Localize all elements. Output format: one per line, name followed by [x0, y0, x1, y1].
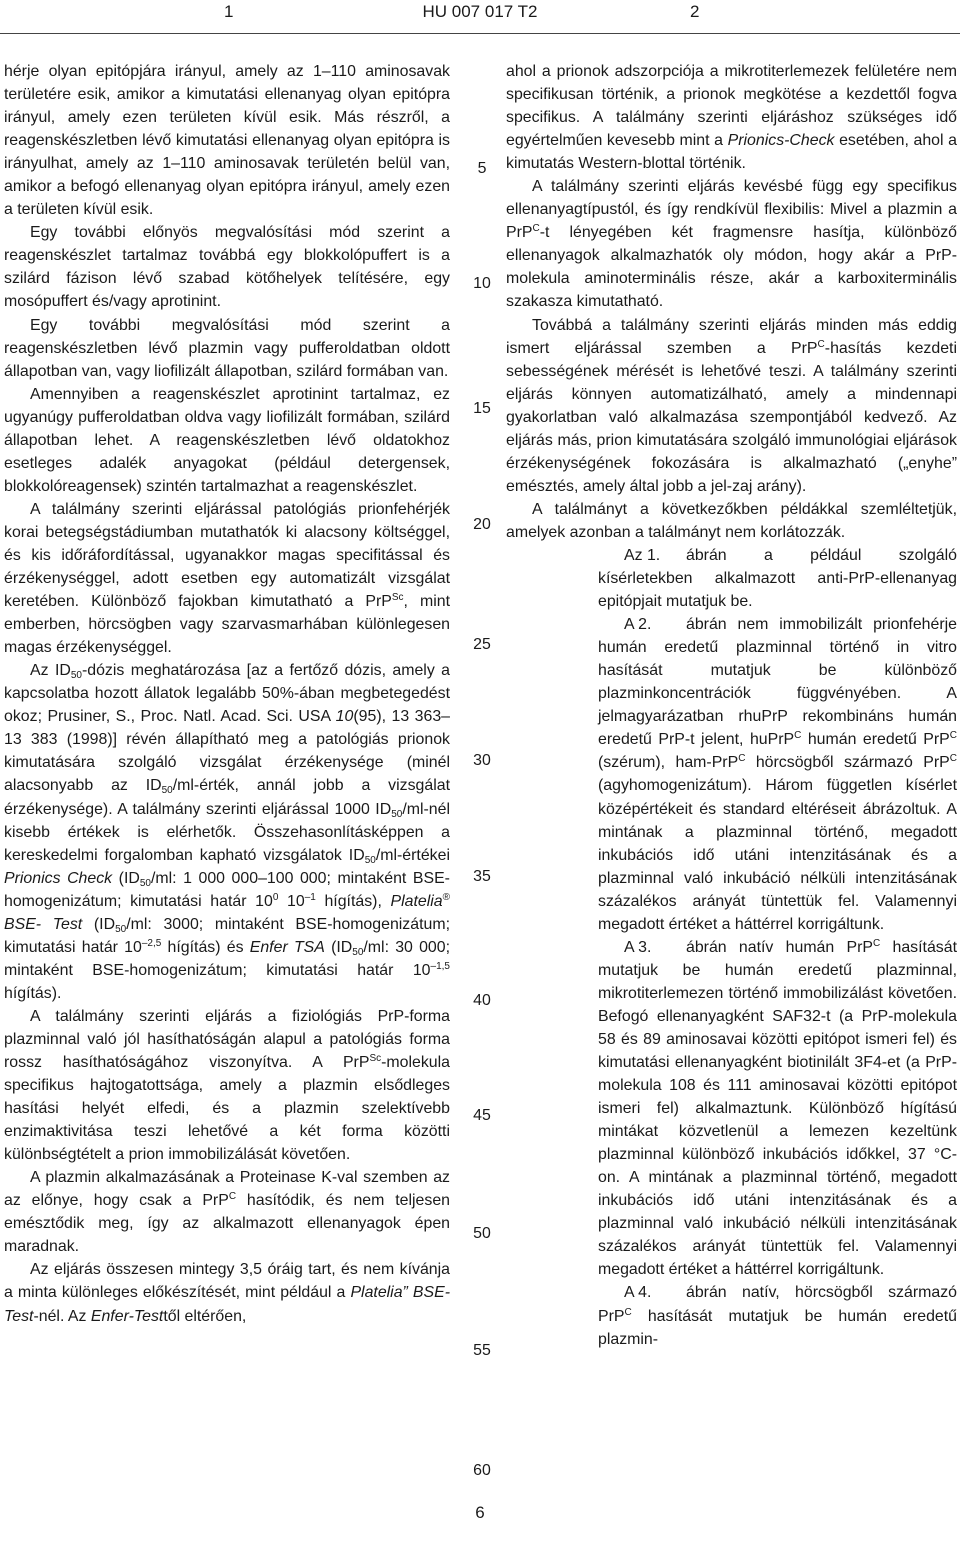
paragraph: A találmány szerinti eljárással patológiás prionfehérjék korai betegségstádiumban mutathatók ki alacsony költséggel, és kis időráfordítással, ugyanakkor magas specifitással és érzékenységgel, adott esetben egy automatizált vizsgálat keretében. Különböző fajokban kimutatható a PrP$^{Sc}$, mint emberben, hörcsögben vagy szarvasmarhában különlegesen magas érzékenységgel. — [4, 500, 450, 657]
figure-description: A 3. ábrán natív humán PrP$^C$ hasítását mutatjuk be humán eredetű plazminnal, mikrotiterlemezen történő immobilizálást követően. Befogó ellenanyagként SAF32-t (a PrP-molekula 58 és 89 aminosavai közötti epitópot ismeri fel) és kimutatási ellenanyagként biotinilált 3F4-et (a PrP-molekula 108 és 111 aminosavai közötti epitópot ismeri fel) alkalmaztunk. Különböző hígítású mintákat közvetlenül a lemezen kezeltünk plazminnal különböző inkubációs időkkel, 37 °C-on. A mintának a plazminnal történő, megadott inkubációs idő utáni intenzitásának és a plazminnal való inkubáció nélküli intenzitásának százalékos arányát tüntettük fel. Valamennyi megadott értéket a háttérrel korrigáltunk. — [598, 937, 957, 1279]
line-number: 35 — [473, 868, 491, 885]
line-number: 40 — [473, 992, 491, 1009]
paragraph: ahol a prionok adszorpciója a mikrotiterlemezek felületére nem specifikusan történik, a prionok megkötése a kezdettől fogva specifikus. A találmány szerinti eljáráshoz szükséges idő egyértelműen kevesebb mint a Prionics-Check esetében, ahol a kimutatás Western-blottal történik. — [506, 63, 958, 173]
left-column — [4, 60, 450, 1328]
header-rule — [0, 33, 960, 34]
line-number: 25 — [473, 636, 491, 653]
paragraph: Amennyiben a reagenskészlet aprotinint tartalmaz, ez ugyanúgy pufferoldatban oldva vagy liofilizált formában, szilárd állapotban lehet. A reagenskészletben lévő oldatokhoz esetleges adalék anyagokat (például detergensek, blokkolóreagensek) szintén tartalmazhat a reagenskészlet. — [4, 385, 450, 495]
line-number: 60 — [473, 1462, 491, 1479]
line-number: 10 — [473, 275, 491, 292]
right-page-number: 2 — [690, 2, 700, 21]
line-number: 50 — [473, 1225, 491, 1242]
line-number: 45 — [473, 1107, 491, 1124]
paragraph: Az eljárás összesen mintegy 3,5 óráig tart, és nem kívánja a minta különleges előkészítését, mint például a Platelia” BSE-Test-nél. Az Enfer-Testtől eltérően, — [4, 1261, 451, 1325]
figure-label: Az 1. — [624, 546, 661, 564]
figure-label: A 4. — [624, 1284, 652, 1302]
paragraph: Egy további megvalósítási mód szerint a reagenskészletben lévő plazmin vagy pufferoldatban oldott állapotban van, vagy liofilizált állapotban, szilárd formában van. — [4, 316, 450, 380]
left-page-number: 1 — [224, 2, 234, 21]
line-number: 15 — [473, 400, 491, 417]
page-number: 6 — [475, 1503, 485, 1522]
figure-label: A 3. — [624, 938, 652, 956]
right-column — [506, 60, 957, 1351]
paragraph: A találmány szerinti eljárás kevésbé függ egy specifikus ellenanyagtípustól, és így rendkívül flexibilis: Mivel a plazmin a PrP$^C$-t lényegében két fragmensre hasítja, különböző ellenanyagok alkalmazhatók oly módon, hogy akár a PrP-molekula aminoterminális része, akár a karboxiterminális szakasza kimutatható. — [506, 178, 957, 311]
line-number: 5 — [477, 160, 487, 177]
page-header — [0, 0, 960, 30]
figure-description: A 2. ábrán nem immobilizált prionfehérje humán eredetű plazminnal történő in vitro hasítását mutatjuk be különböző plazminkoncentrációk függvényében. A jelmagyarázatban rhuPrP rekombináns humán eredetű PrP-t jelent, huPrP$^C$ humán eredetű PrP$^C$ (szérum), ham-PrP$^C$ hörcsögből származó PrP$^C$ (agyhomogenizátum). Három független kísérlet középértékeit és standard eltéréseit ábrázoltuk. A mintának a plazminnal történő, megadott inkubációs idő utáni intenzitásának és a plazminnal való inkubáció nélküli intenzitásának százalékos arányát tüntettük fel. Valamennyi megadott értéket a háttérrel korrigáltunk. — [506, 613, 957, 936]
line-number: 55 — [473, 1342, 491, 1359]
document-title: HU 007 017 T2 — [422, 2, 538, 21]
paragraph: Egy további előnyös megvalósítási mód szerint a reagenskészlet tartalmaz továbbá egy blokkolópuffert is a szilárd fázison lévő szabad kötőhelyek telítésére, egy mosópuffert és/vagy aprotinint. — [4, 224, 450, 311]
paragraph: A találmány szerinti eljárás a fiziológiás PrP-forma plazminnal való jól hasíthatóságán alapul a patológiás forma rossz hasíthatóságához viszonyítva. A PrP$^{Sc}$-molekula specifikus hajtogatottsága, amely a plazmin elsődleges hasítási helyét elfedi, és a plazmin szelektívebb enzimaktivitása teszi lehetővé a két forma közötti különbségtételt a prion immobilizálását követően. — [4, 1007, 450, 1164]
figure-description: A 4. ábrán natív, hörcsögből származó PrP$^C$ hasítását mutatjuk be humán eredetű plazmin- — [506, 1281, 957, 1350]
paragraph: A plazmin alkalmazásának a Proteinase K-val szemben az az előnye, hogy csak a PrP$^C$ hasítódik, és nem teljesen emésztődik meg, így az alkalmazott ellenanyagok épen maradnak. — [4, 1169, 450, 1256]
figure-label: A 2. — [624, 616, 652, 634]
paragraph: A találmányt a következőkben példákkal szemléltetjük, amelyek azonban a találmányt nem korlátozzák. — [506, 500, 957, 541]
paragraph: Továbbá a találmány szerinti eljárás minden más eddig ismert eljárással szemben a PrP$^C$-hasítás kezdeti sebességének mérését is lehetővé teszi. A találmány szerinti eljárás könnyen automatizálható, amely a mindennapi gyakorlatban való alkalmazása szempontjából kedvező. Az eljárás más, prion kimutatására szolgáló immunológiai eljárások érzékenységének fokozására is alkalmazható („enyhe” emésztés, amely által jobb a jel-zaj arány). — [506, 316, 957, 495]
paragraph: hérje olyan epitópjára irányul, amely az 1–110 aminosavak területére esik, amikor a kimutatási ellenanyag olyan epitópra irányul, amely ezen területen kívül esik. Más részről, a reagenskészletben lévő kimutatási ellenanyag olyan epitópra is irányulhat, amely az 1–110 aminosavak területén belül van, amikor a befogó ellenanyag olyan epitópra irányul, amely ezen a területen kívül esik. — [4, 63, 450, 219]
line-number: 20 — [473, 516, 491, 533]
line-number: 30 — [473, 752, 491, 769]
figure-description: Az 1. ábrán a például szolgáló kísérletekben alkalmazott anti-PrP-ellenanyag epitópjait mutatjuk be. — [506, 544, 957, 613]
paragraph: Az $ID_{50}$-dózis meghatározása [az a fertőző dózis, amely a kapcsolatba hozott állatok legalább 50%-ában megbetegedést okoz; Prusiner, S., Proc. Natl. Acad. Sci. USA 10(95), 13 363–13 383 (1998)] révén állapítható meg a patológiás prionok kimutatására szolgáló vizsgálat érzékenysége (minél alacsonyabb az $ID_{50}/ml$-érték, annál jobb a vizsgálat érzékenysége). A találmány szerinti eljárással 1000 $ID_{50}/ml$-nél kisebb értékek is elérhetők. Összehasonlításképpen a kereskedelmi forgalomban kapható vizsgálatok $ID_{50}/ml$-értékei Prionics Check ($ID_{50}/ml$: 1 000 000–100 000; mintaként BSE-homogenizátum; kimutatási határ $10^0$ $10^{-1}$ hígítás), Platelia® BSE- Test ($ID_{50}/ml$: 3000; mintaként BSE-homogenizátum; kimutatási határ $10^{-2,5}$ hígítás) és Enfer TSA ($ID_{50}/ml$: 30 000; mintaként BSE-homogenizátum; kimutatási határ $10^{-1,5}$ hígítás). — [4, 662, 451, 1002]
